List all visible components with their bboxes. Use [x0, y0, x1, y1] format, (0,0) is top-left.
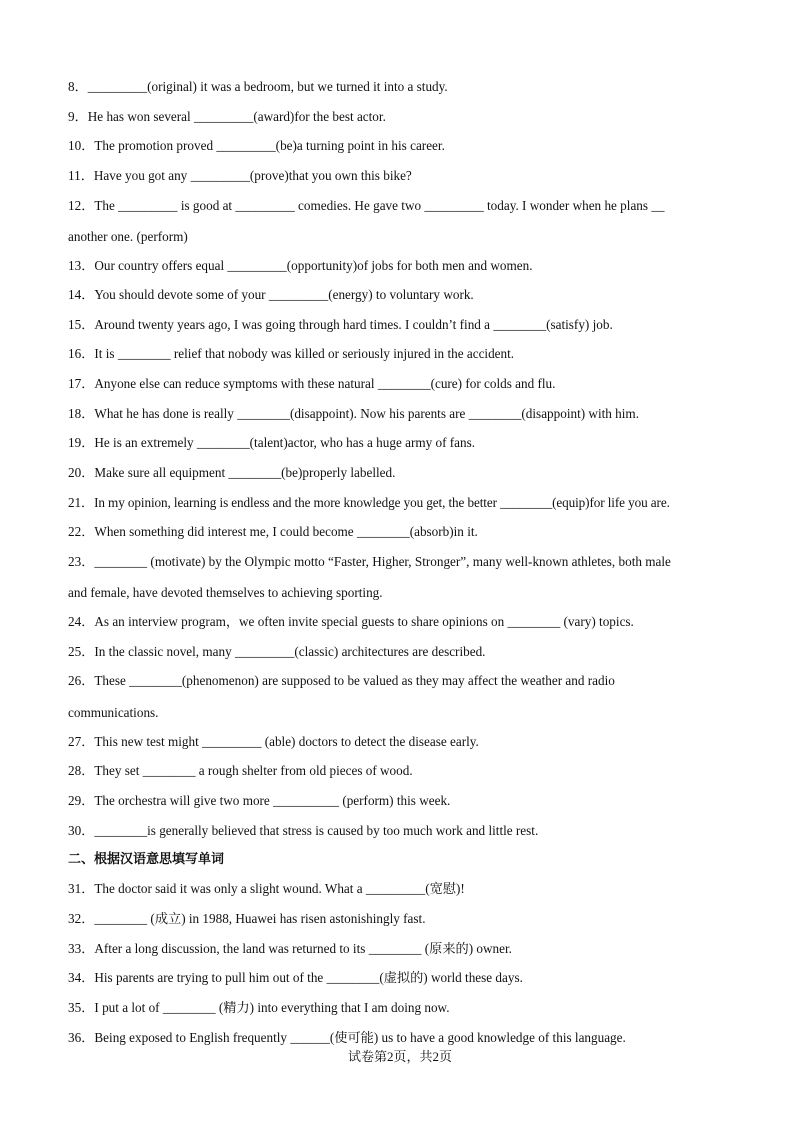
- line-q22: 22．When something did interest me, I could become ________(absorb)in it.: [68, 524, 478, 539]
- line-q30: 30．________is generally believed that stress is caused by too much work and little rest.: [68, 823, 539, 838]
- line-q11: 11．Have you got any _________(prove)that you own this bike?: [68, 168, 412, 183]
- page-footer: 试卷第2页，共2页: [347, 1049, 452, 1064]
- line-q9: 9．He has won several _________(award)for the best actor.: [68, 109, 386, 124]
- line-q31: 31．The doctor said it was only a slight wound. What a _________(宽慰)!: [68, 881, 465, 896]
- line-q17: 17．Anyone else can reduce symptoms with these natural ________(cure) for colds and flu.: [68, 376, 556, 391]
- line-q23: 23．________ (motivate) by the Olympic motto “Faster, Higher, Stronger”, many well-known athletes, both male: [68, 554, 671, 569]
- line-q14: 14．You should devote some of your _________(energy) to voluntary work.: [68, 287, 474, 302]
- line-q15: 15．Around twenty years ago, I was going through hard times. I couldn’t find a ________(satisfy) job.: [68, 317, 613, 332]
- line-q27: 27．This new test might _________ (able) doctors to detect the disease early.: [68, 734, 479, 749]
- line-q33: 33．After a long discussion, the land was returned to its ________ (原来的) owner.: [68, 941, 512, 956]
- line-q28: 28．They set ________ a rough shelter from old pieces of wood.: [68, 763, 413, 778]
- line-q10: 10．The promotion proved _________(be)a turning point in his career.: [68, 138, 445, 153]
- line-q18: 18．What he has done is really ________(disappoint). Now his parents are ________(disappoint) with him.: [68, 406, 639, 421]
- line-q35: 35．I put a lot of ________ (精力) into everything that I am doing now.: [68, 1000, 450, 1015]
- line-q12-cont: another one. (perform): [68, 229, 188, 244]
- line-q25: 25．In the classic novel, many _________(classic) architectures are described.: [68, 644, 486, 659]
- line-q26-cont: communications.: [68, 705, 159, 720]
- line-q19: 19．He is an extremely ________(talent)actor, who has a huge army of fans.: [68, 435, 476, 450]
- line-q34: 34．His parents are trying to pull him out of the ________(虚拟的) world these days.: [68, 970, 523, 985]
- line-q13: 13．Our country offers equal _________(opportunity)of jobs for both men and women.: [68, 258, 533, 273]
- line-q20: 20．Make sure all equipment ________(be)properly labelled.: [68, 465, 396, 480]
- line-q21: 21．In my opinion, learning is endless and the more knowledge you get, the better ________(equip)for life you are.: [68, 495, 670, 510]
- line-q24: 24．As an interview program，we often invite special guests to share opinions on ________ (vary) topics.: [68, 614, 634, 629]
- line-q26: 26．These ________(phenomenon) are supposed to be valued as they may affect the weather and radio: [68, 673, 615, 688]
- section-heading: 二、根据汉语意思填写单词: [68, 852, 225, 867]
- line-q32: 32．________ (成立) in 1988, Huawei has risen astonishingly fast.: [68, 911, 426, 926]
- line-q36: 36．Being exposed to English frequently ______(使可能) us to have a good knowledge of this language.: [68, 1030, 626, 1045]
- line-q16: 16．It is ________ relief that nobody was killed or seriously injured in the accident.: [68, 346, 515, 361]
- line-q23-cont: and female, have devoted themselves to achieving sporting.: [68, 585, 383, 600]
- line-q29: 29．The orchestra will give two more __________ (perform) this week.: [68, 793, 451, 808]
- line-q8: 8．_________(original) it was a bedroom, but we turned it into a study.: [68, 79, 448, 94]
- line-q12: 12．The _________ is good at _________ comedies. He gave two _________ today. I wonder when he plans __: [68, 198, 665, 213]
